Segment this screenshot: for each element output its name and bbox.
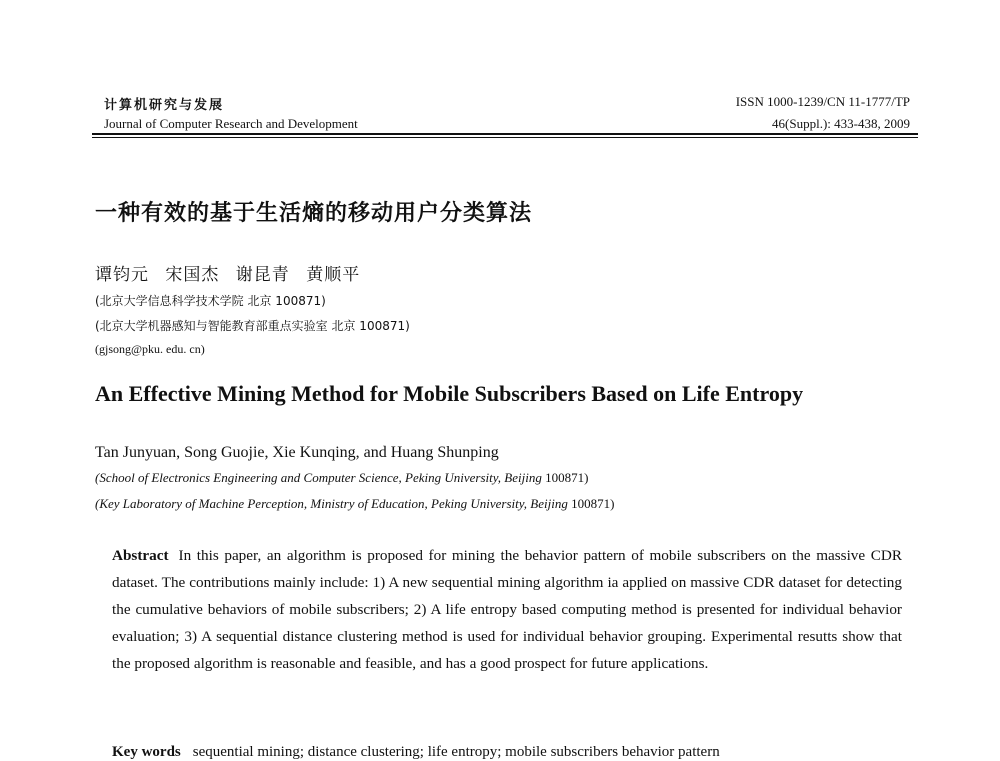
issn: ISSN 1000-1239/CN 11-1777/TP bbox=[735, 94, 910, 109]
journal-title-cn: 计算机研究与发展 bbox=[104, 98, 225, 113]
volume-info: 46(Suppl.): 433-438, 2009 bbox=[772, 116, 910, 131]
affiliation-cn-2: (北京大学机器感知与智能教育部重点实验室 北京 100871) bbox=[95, 319, 410, 333]
keywords-label: Key words bbox=[112, 744, 181, 760]
email: (gjsong@pku. edu. cn) bbox=[95, 342, 205, 356]
affiliation-en-2-code: 100871) bbox=[567, 496, 615, 511]
abstract-label: Abstract bbox=[112, 547, 169, 564]
affiliation-en-1-code: 100871) bbox=[541, 470, 589, 485]
affiliation-en-1 bbox=[95, 470, 588, 486]
affiliation-en-2-name: (Key Laboratory of Machine Perception, Ministry of Education, Peking University, Beijing bbox=[95, 496, 568, 511]
authors-en: Tan Junyuan, Song Guojie, Xie Kunqing, and Huang Shunping bbox=[95, 444, 499, 461]
affiliation-en-1-name: (School of Electronics Engineering and Computer Science, Peking University, Beijing bbox=[95, 470, 542, 485]
abstract bbox=[112, 542, 902, 677]
authors-cn: 谭钧元 宋国杰 谢昆青 黄顺平 bbox=[95, 265, 361, 285]
affiliation-en-2 bbox=[95, 496, 614, 512]
paper-title-cn: 一种有效的基于生活熵的移动用户分类算法 bbox=[95, 201, 533, 226]
journal-title-en: Journal of Computer Research and Development bbox=[104, 116, 358, 131]
abstract-text: In this paper, an algorithm is proposed for mining the behavior pattern of mobile subscribers on the massive CDR dataset. The contributions mainly include: 1) A new sequential mining algorithm ia applied on massive CDR dataset for detecting the cumulative behaviors of mobile subscribers; 2) A life entropy based computing method is presented for individual behavior evaluation; 3) A sequential distance clustering method is used for individual behavior grouping. Experimental resutts show that the proposed algorithm is reasonable and feasible, and has a good prospect for future applications. bbox=[112, 547, 902, 672]
header-rule-thin bbox=[92, 137, 918, 138]
keywords bbox=[112, 744, 720, 761]
affiliation-cn-1: (北京大学信息科学技术学院 北京 100871) bbox=[95, 294, 326, 308]
paper-title-en: An Effective Mining Method for Mobile Subscribers Based on Life Entropy bbox=[95, 381, 804, 406]
header-rule-thick bbox=[92, 133, 918, 135]
keywords-text: sequential mining; distance clustering; life entropy; mobile subscribers behavior pattern bbox=[192, 744, 720, 760]
